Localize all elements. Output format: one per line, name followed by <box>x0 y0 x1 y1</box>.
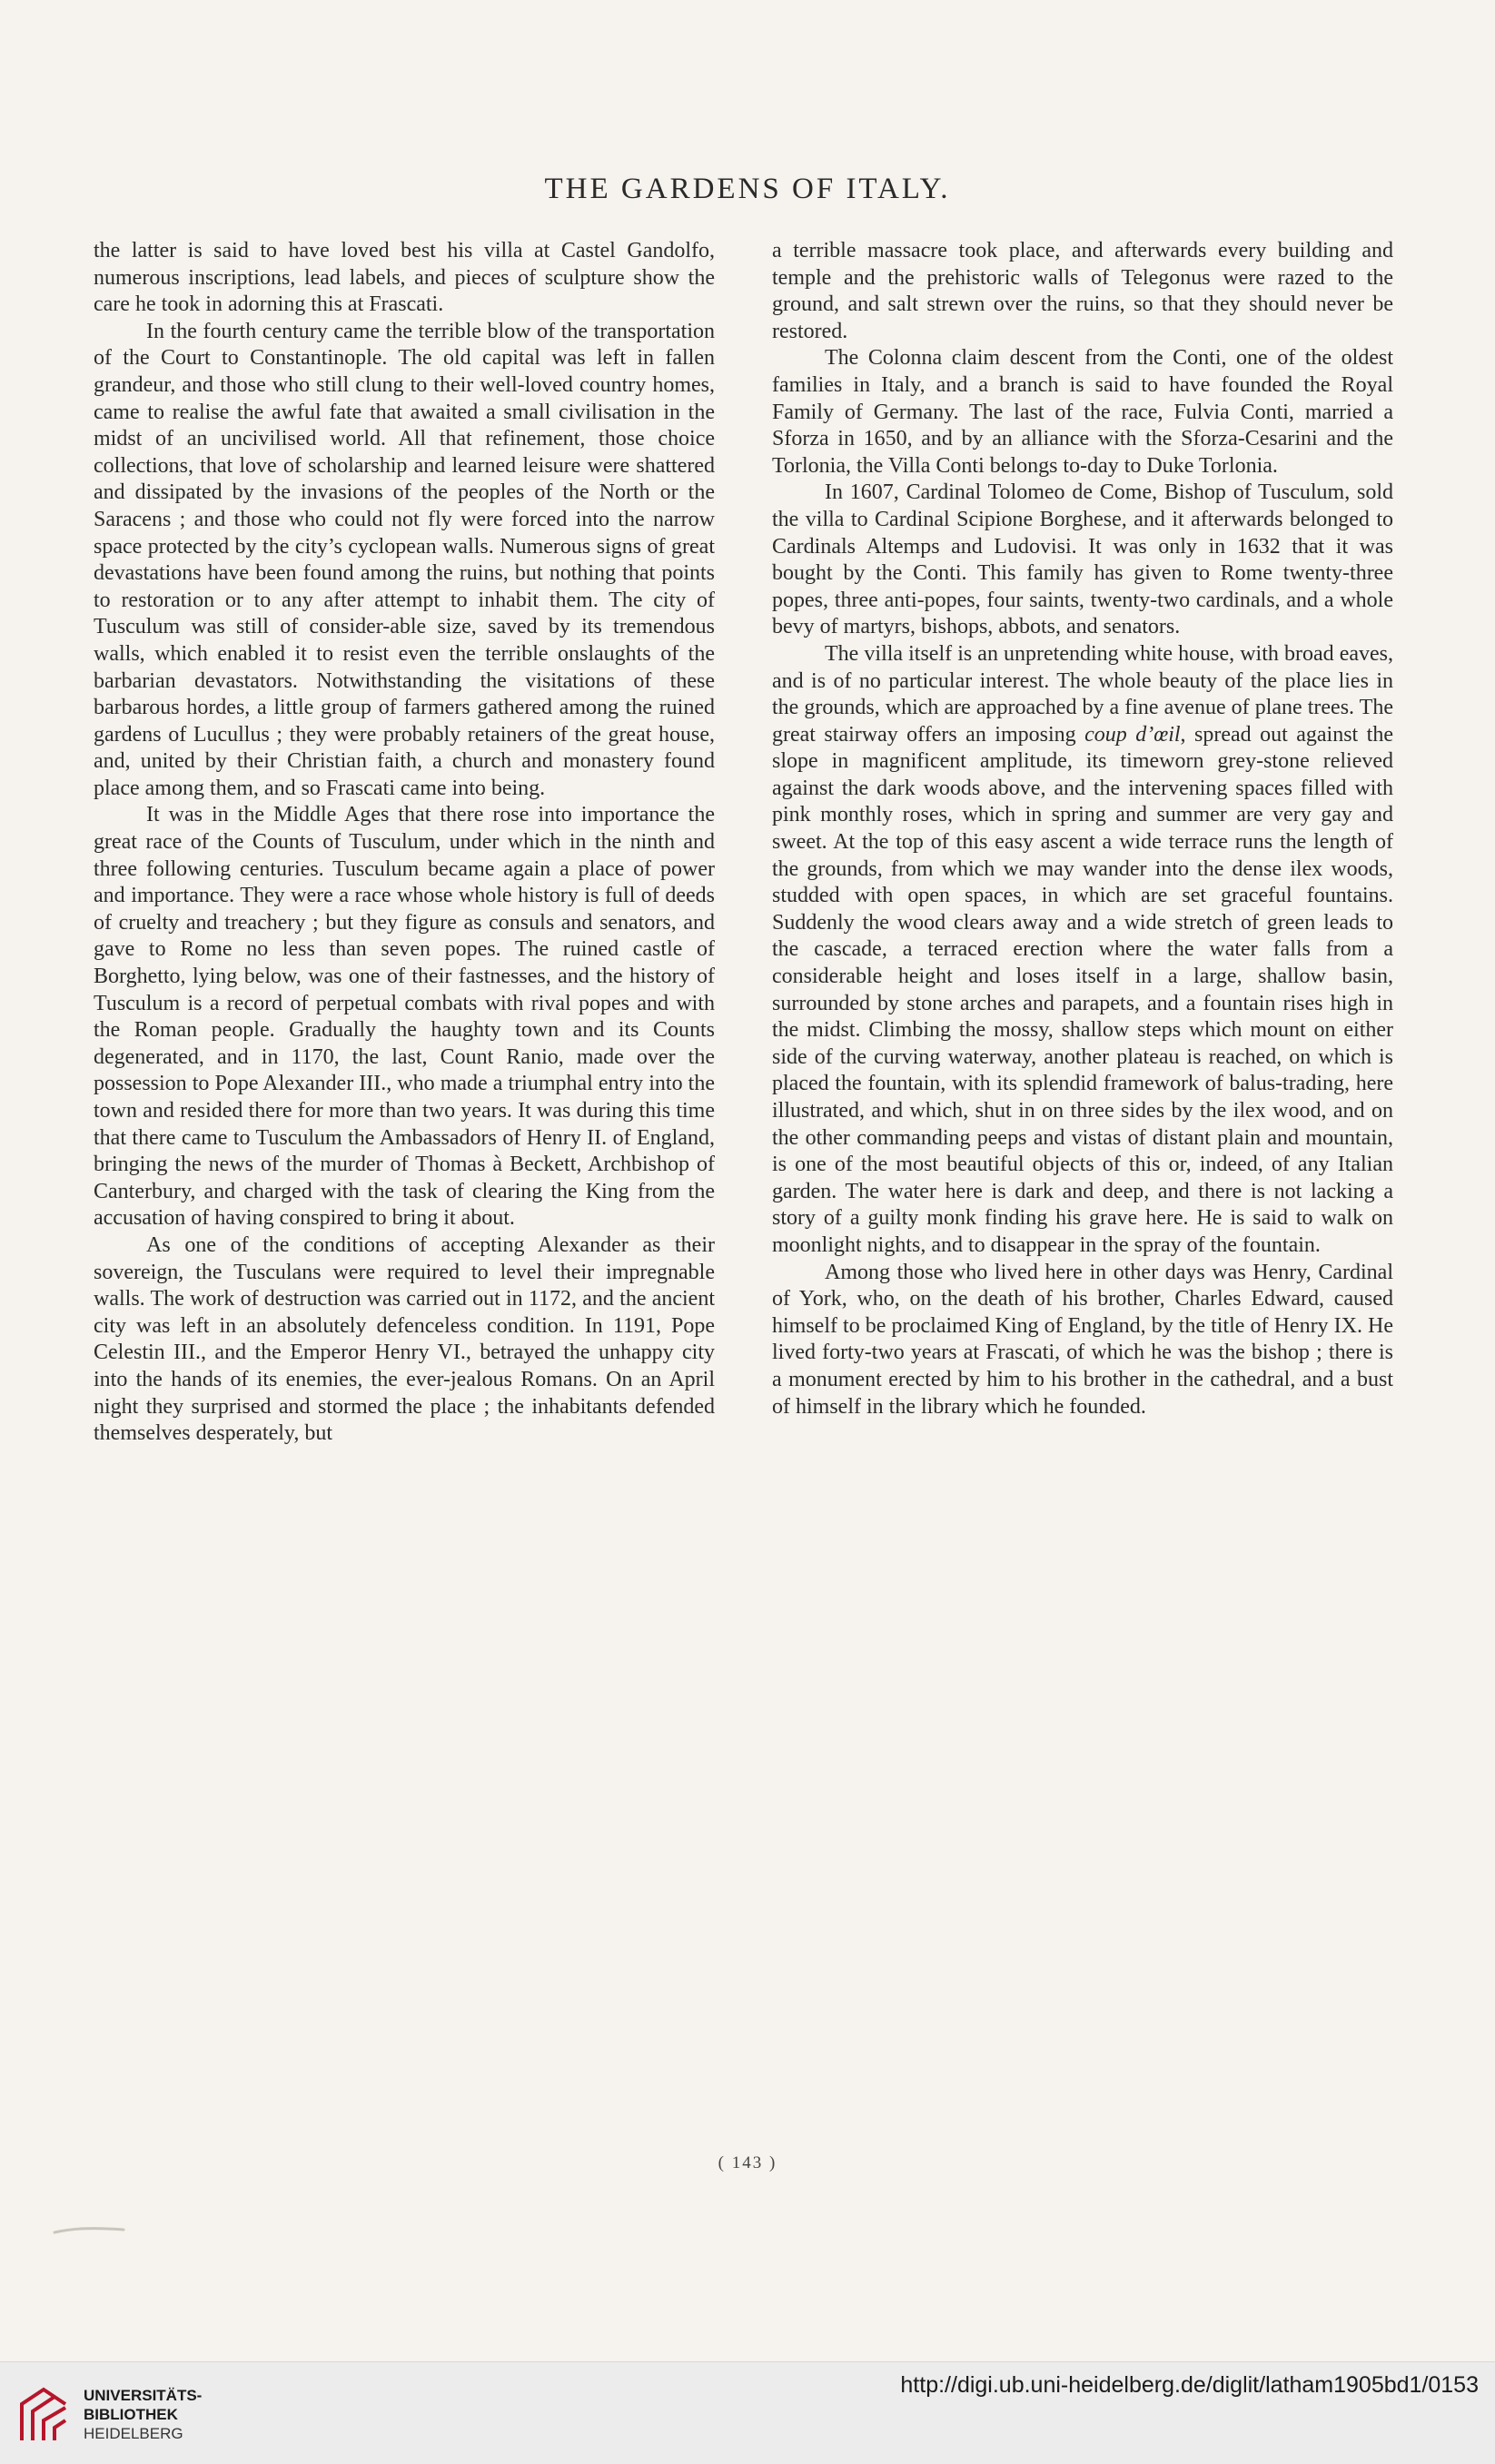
text-run: The villa itself is an unpretending white house, with broad eaves, and is of no particular interest. The whole beauty of the place lies in the grounds, which are approached by a fine avenue of plane trees. The great stairway offers an imposing <box>772 641 1393 747</box>
library-name[interactable] <box>84 2386 202 2443</box>
paragraph: a terrible massacre took place, and afterwards every building and temple and the prehistoric walls of Telegonus were razed to the ground, and salt strewn over the ruins, so that they should never be restored. <box>772 239 1393 343</box>
left-column <box>94 238 715 1448</box>
paragraph <box>772 641 1393 1260</box>
document-url-link[interactable]: http://digi.ub.uni-heidelberg.de/diglit/latham1905bd1/0153 <box>900 2372 1479 2398</box>
scan-smudge <box>53 2225 125 2234</box>
paragraph: As one of the conditions of accepting Alexander as their sovereign, the Tusculans were required to level their impregnable walls. The work of destruction was carried out in 1172, and the ancient city was left in an absolutely defenceless condition. In 1191, Pope Celestin III., and the Emperor Henry VI., betrayed the unhappy city into the hands of its enemies, the ever-jealous Romans. On an April night they surprised and stormed the place ; the inhabitants defended themselves desperately, but <box>94 1232 715 1446</box>
italic-phrase: coup d’œil <box>1084 722 1181 747</box>
paragraph: Among those who lived here in other days was Henry, Cardinal of York, who, on the death of his brother, Charles Edward, caused himself to be proclaimed King of England, by the title of Henry IX. He lived forty-two years at Frascati, of which he was the bishop ; there is a monument erected by him to his brother in the cathedral, and a bust of himself in the library which he founded. <box>772 1260 1393 1419</box>
library-name-line: BIBLIOTHEK <box>84 2406 178 2423</box>
page-number: ( 143 ) <box>718 2153 777 2172</box>
library-name-line: UNIVERSITÄTS- <box>84 2387 203 2404</box>
library-logo-icon[interactable] <box>16 2384 71 2444</box>
paragraph: The Colonna claim descent from the Conti, one of the oldest families in Italy, and a branch is said to have founded the Royal Family of Germany. The last of the race, Fulvia Conti, married a Sforza in 1650, and by an alliance with the Sforza-Cesarini and the Torlonia, the Villa Conti belongs to-day to Duke Torlonia. <box>772 346 1393 478</box>
right-column <box>772 238 1393 1420</box>
paragraph: In the fourth century came the terrible blow of the transportation of the Court to Constantinople. The old capital was left in fallen grandeur, and those who still clung to their well-loved country homes, came to realise the awful fate that awaited a small civilisation in the midst of an uncivilised world. All that refinement, those choice collections, that love of scholarship and learned leisure were shattered and dissipated by the invasions of the peoples of the North or the Saracens ; and those who could not fly were forced into the narrow space protected by the city’s cyclopean walls. Numerous signs of great devastations have been found among the ruins, but nothing that points to restoration or to any after attempt to inhabit them. The city of Tusculum was still of consider-able size, saved by its tremendous walls, which enabled it to resist even the terrible onslaughts of the barbarian devastators. Notwithstanding the visitations of these barbarous hordes, a little group of farmers gathered among the ruined gardens of Lucullus ; they were probably retainers of the great house, and, united by their Christian faith, a church and monastery found place among them, and so Frascati came into being. <box>94 319 715 800</box>
text-run: , spread out against the slope in magnificent amplitude, its timeworn grey-stone relieved against the dark woods above, and the intervening spaces filled with pink monthly roses, which in spring and summer are very gay and sweet. At the top of this easy ascent a wide terrace runs the length of the grounds, from which we may wander into the dense ilex woods, studded with open spaces, in which are set graceful fountains. Suddenly the wood clears away and a wide stretch of green leads to the cascade, a terraced erection where the water falls from a considerable height and loses itself in a large, shallow basin, surrounded by stone arches and parapets, and a fountain rises high in the midst. Climbing the mossy, shallow steps which mount on either side of the curving waterway, another plateau is reached, on which is placed the fountain, with its splendid framework of balus-trading, here illustrated, and which, shut in on three sides by the ilex wood, and on the other commanding peeps and vistas of distant plain and mountain, is one of the most beautiful objects of this or, indeed, of any Italian garden. The water here is dark and deep, and there is not lacking a story of a guilty monk finding his grave here. He is said to walk on moonlight nights, and to disappear in the spray of the fountain. <box>772 722 1393 1257</box>
library-name-line: HEIDELBERG <box>84 2425 183 2442</box>
running-head: THE GARDENS OF ITALY. <box>544 173 951 205</box>
paragraph: It was in the Middle Ages that there rose into importance the great race of the Counts of Tusculum, under which in the ninth and three following centuries. Tusculum became again a place of power and importance. They were a race whose whole history is full of deeds of cruelty and treachery ; but they figure as consuls and senators, and gave to Rome no less than seven popes. The ruined castle of Borghetto, lying below, was one of their fastnesses, and the history of Tusculum is a record of perpetual combats with rival popes and with the Roman people. Gradually the haughty town and its Counts degenerated, and in 1170, the last, Count Ranio, made over the possession to Pope Alexander III., who made a triumphal entry into the town and resided there for more than two years. It was during this time that there came to Tusculum the Ambassadors of Henry II. of England, bringing the news of the murder of Thomas à Beckett, Archbishop of Canterbury, and charged with the task of clearing the King from the accusation of having conspired to bring it about. <box>94 803 715 1231</box>
paragraph: In 1607, Cardinal Tolomeo de Come, Bishop of Tusculum, sold the villa to Cardinal Scipione Borghese, and it afterwards belonged to Cardinals Altemps and Ludovisi. It was only in 1632 that it was bought by the Conti. This family has given to Rome twenty-three popes, three anti-popes, four saints, twenty-two cardinals, and a whole bevy of martyrs, bishops, abbots, and senators. <box>772 480 1393 639</box>
paragraph: the latter is said to have loved best his villa at Castel Gandolfo, numerous inscriptions, lead labels, and pieces of sculpture show the care he took in adorning this at Frascati. <box>94 239 715 317</box>
